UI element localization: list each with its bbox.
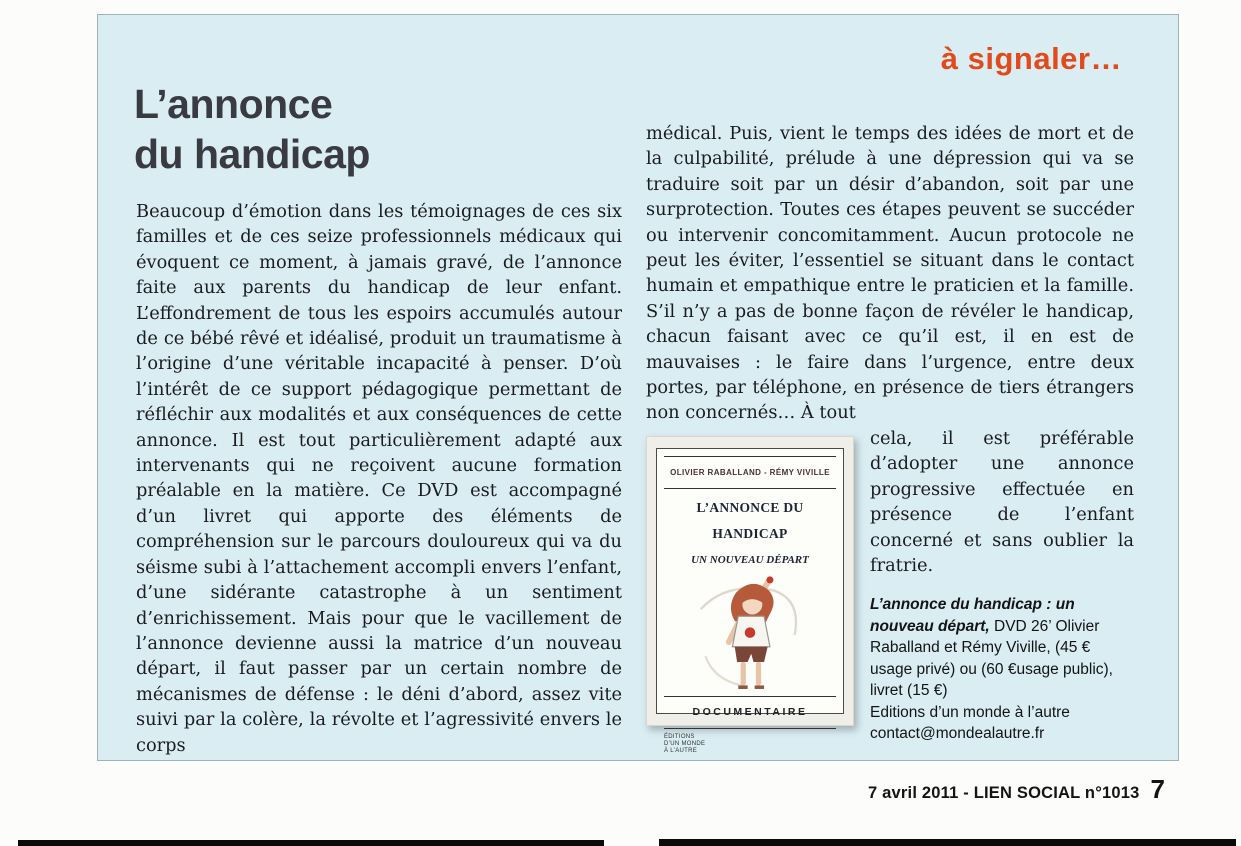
page-footer: [868, 774, 1165, 805]
footer-page-number: 7: [1150, 774, 1165, 804]
section-label: à signaler…: [940, 41, 1122, 76]
dvd-cover-subtitle: UN NOUVEAU DÉPART: [691, 554, 809, 567]
dvd-cover: [656, 448, 844, 754]
dvd-cover-authors: OLIVIER RABALLAND - RÉMY VIVILLE: [664, 456, 836, 489]
footer-issue-label: 7 avril 2011 - LIEN SOCIAL n°1013: [868, 784, 1140, 802]
caption-publisher: Editions d’un monde à l’autre: [870, 703, 1070, 721]
article-body-left-column: Beaucoup d’émotion dans les témoignages de ces six familles et de ces seize professionnels médicaux qui évoquent ce moment, à jamais gravé, de l’annonce faite aux parents du handicap de leur enfant. L’effondrement de tous les espoirs accumulés autour de ce bébé rêvé et idéalisé, produit un traumatisme à l’origine d’une véritable incapacité à penser. D’où l’intérêt de ce support pédagogique permettant de réfléchir aux modalités et aux conséquences de cette annonce. Il est tout particulièrement adapté aux intervenants qui ne reçoivent aucune formation préalable en la matière. Ce DVD est accompagné d’un livret qui apporte des éléments de compréhension sur le parcours douloureux qui va du séisme subi à l’attachement accompli envers l’enfant, d’une sidérante catastrophe à un sentiment d’enrichissement. Mais pour que le vacillement de l’annonce devienne aussi la matrice d’un nouveau départ, il faut passer par un certain nombre de mécanismes de défense : le déni d’abord, assez vite suivi par la colère, la révolte et l’agressivité envers le corps: [136, 201, 622, 756]
article-title-line-2: du handicap: [134, 131, 370, 177]
dvd-cover-illustration: [664, 574, 836, 696]
caption-details: DVD 26’ Olivier Raballand et Rémy Viville, (45 € usage privé) ou (60 €usage public), livret (15 €): [870, 617, 1113, 700]
dvd-cover-title: L’ANNONCE DU HANDICAP: [696, 500, 804, 541]
dvd-cover-photo: [646, 436, 854, 754]
scan-artifact-bottom-right: [659, 839, 1236, 846]
article-body-right-top: médical. Puis, vient le temps des idées de mort et de la culpabilité, prélude à une dépression qui va se traduire soit par un désir d’abandon, soit par une surprotection. Toutes ces étapes peuvent se succéder ou intervenir concomitamment. Aucun protocole ne peut les éviter, l’essentiel se situant dans le contact humain et empathique entre le praticien et la famille. S’il n’y a pas de bonne façon de révéler le handicap, chacun faisant avec ce qu’il est, il en est de mauvaises : le faire dans l’urgence, entre deux portes, par téléphone, en présence de tiers étrangers non concernés… À tout: [646, 123, 1134, 424]
caption-title: L’annonce du handicap : un nouveau départ,: [870, 596, 1075, 635]
article-body-right-continued: cela, il est préférable d’adopter une annonce progressive effectuée en présence de l’enfant concerné et sans oublier la fratrie.: [870, 427, 1134, 576]
dvd-cover-publisher-line-2: D’UN MONDE: [664, 740, 706, 747]
article-right-column: [646, 121, 1134, 754]
magazine-page: [97, 14, 1179, 761]
dvd-cover-publisher-logo: [664, 734, 836, 755]
dvd-cover-publisher-line-1: ÉDITIONS: [664, 733, 695, 740]
dvd-cover-genre: DOCUMENTAIRE: [664, 696, 836, 729]
article-title-line-1: L’annonce: [134, 81, 333, 127]
scan-artifact-bottom-left: [18, 840, 604, 846]
dvd-cover-publisher-line-3: À L’AUTRE: [664, 747, 698, 754]
caption-email: contact@mondealautre.fr: [870, 725, 1045, 743]
article-title: [134, 79, 370, 179]
